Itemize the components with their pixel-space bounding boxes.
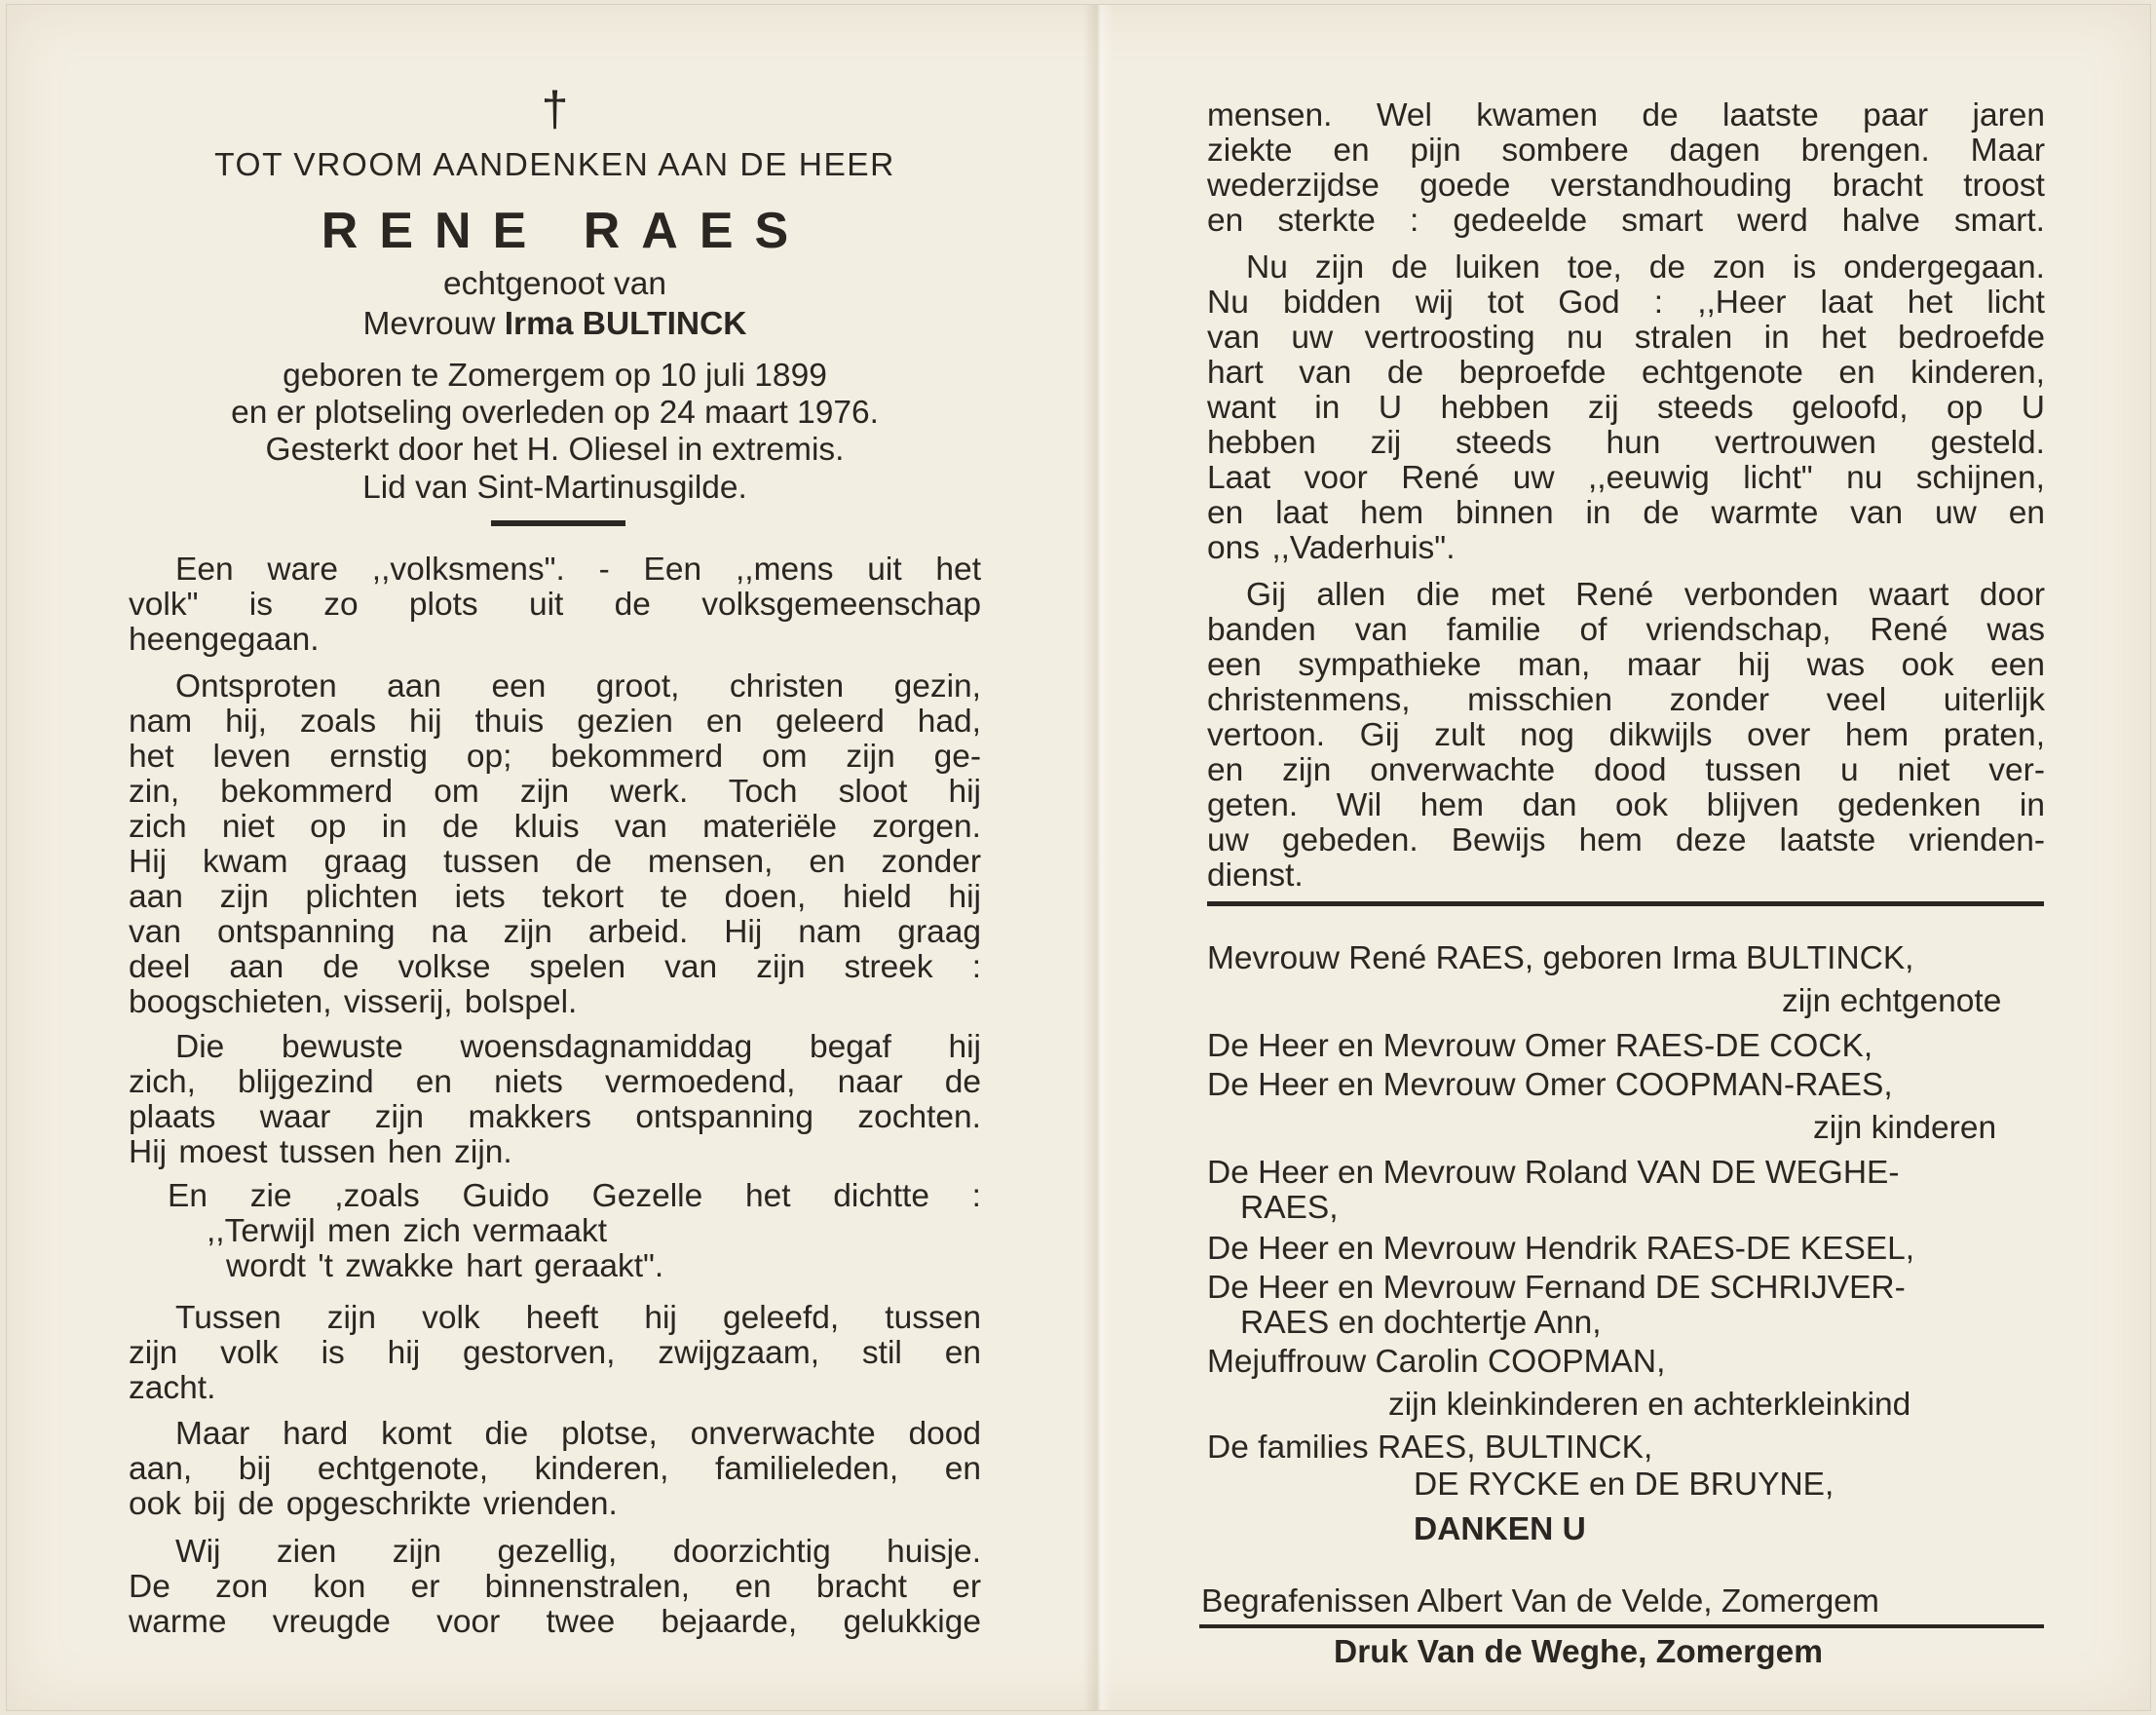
family-line: De Heer en Mevrouw Roland VAN DE WEGHE- xyxy=(1207,1155,1900,1191)
text-line: volk" is zo plots uit de volksgemeenschap xyxy=(129,587,981,623)
family-line: DE RYCKE en DE BRUYNE, xyxy=(1414,1467,1834,1503)
text-line: wederzijdse goede verstandhouding bracht troost xyxy=(1207,168,2045,204)
death-line: en er plotseling overleden op 24 maart 1976. xyxy=(231,395,879,431)
text-line: zacht. xyxy=(129,1370,216,1406)
text-line: zich, blijgezind en niets vermoedend, naar de xyxy=(129,1064,981,1100)
paragraph-2 xyxy=(129,669,981,1020)
text-line: want in U hebben zij steeds geloofd, op U xyxy=(1207,390,2045,426)
spouse-intro: echtgenoot van xyxy=(442,266,667,302)
memorial-card xyxy=(6,4,2151,1711)
text-line: Een ware ,,volksmens". - Een ,,mens uit het xyxy=(175,552,981,588)
text-line: boogschieten, visserij, bolspel. xyxy=(129,984,578,1020)
family-line: Mejuffrouw Carolin COOPMAN, xyxy=(1207,1344,1666,1380)
text-line: en laat hem binnen in de warmte van uw en xyxy=(1207,495,2045,531)
spouse-line xyxy=(129,306,981,343)
family-role: zijn echtgenote xyxy=(1782,983,2002,1019)
family-line: De Heer en Mevrouw Omer COOPMAN-RAES, xyxy=(1207,1067,1893,1103)
paragraph-8 xyxy=(1207,98,2045,239)
thanks-line: DANKEN U xyxy=(1414,1511,1586,1547)
paragraph-3 xyxy=(129,1030,981,1170)
divider xyxy=(491,520,625,526)
text-line: en sterkte : gedeelde smart werd halve smart. xyxy=(1207,203,2045,239)
spouse-name: Irma BULTINCK xyxy=(504,306,747,342)
paragraph-7 xyxy=(129,1535,981,1640)
text-line: aan zijn plichten iets tekort te doen, hield hij xyxy=(129,879,981,915)
undertaker-credit: Begrafenissen Albert Van de Velde, Zomergem xyxy=(1201,1583,1879,1620)
footer-divider xyxy=(1199,1624,2044,1628)
text-line: een sympathieke man, maar hij was ook een xyxy=(1207,647,2045,683)
text-line: aan, bij echtgenote, kinderen, familieleden, en xyxy=(129,1451,981,1487)
family-line: De families RAES, BULTINCK, xyxy=(1207,1429,1653,1466)
cross-icon: † xyxy=(541,82,569,136)
text-line: Tussen zijn volk heeft hij geleefd, tussen xyxy=(175,1300,981,1336)
family-line: RAES en dochtertje Ann, xyxy=(1240,1305,1602,1341)
text-line: van uw vertroosting nu stralen in het bedroefde xyxy=(1207,320,2045,356)
birth-line: geboren te Zomergem op 10 juli 1899 xyxy=(283,358,827,394)
guild-line: Lid van Sint-Martinusgilde. xyxy=(362,470,747,506)
sacrament-line: Gesterkt door het H. Oliesel in extremis. xyxy=(265,432,845,468)
memorial-header: TOT VROOM AANDENKEN AAN DE HEER xyxy=(214,147,895,183)
family-line: RAES, xyxy=(1240,1190,1339,1226)
text-line: hebben zij steeds hun vertrouwen gesteld. xyxy=(1207,425,2045,461)
family-line: De Heer en Mevrouw Hendrik RAES-DE KESEL, xyxy=(1207,1231,1915,1267)
text-line: Maar hard komt die plotse, onverwachte dood xyxy=(175,1416,981,1452)
text-line: het leven ernstig op; bekommerd om zijn ge- xyxy=(129,739,981,775)
text-line: warme vreugde voor twee bejaarde, gelukkige xyxy=(129,1604,981,1640)
spouse-title: Mevrouw xyxy=(362,306,496,342)
text-line: hart van de beproefde echtgenote en kinderen, xyxy=(1207,355,2045,391)
text-line: Hij moest tussen hen zijn. xyxy=(129,1134,512,1170)
text-line: uw gebeden. Bewijs hem deze laatste vrienden- xyxy=(1207,822,2045,858)
text-line: deel aan de volkse spelen van zijn streek : xyxy=(129,949,981,985)
card-fold xyxy=(1083,5,1113,1710)
family-line: De Heer en Mevrouw Fernand DE SCHRIJVER- xyxy=(1207,1270,1906,1306)
text-line: zich niet op in de kluis van materiële zorgen. xyxy=(129,809,981,845)
paragraph-1 xyxy=(129,553,981,658)
paragraph-5 xyxy=(129,1301,981,1406)
paragraph-9 xyxy=(1207,250,2045,566)
text-line: Nu zijn de luiken toe, de zon is ondergegaan. xyxy=(1246,249,2045,286)
family-line: Mevrouw René RAES, geboren Irma BULTINCK, xyxy=(1207,940,1914,976)
family-divider xyxy=(1207,901,2044,906)
text-line: Hij kwam graag tussen de mensen, en zonder xyxy=(129,844,981,880)
text-line: De zon kon er binnenstralen, en bracht er xyxy=(129,1569,981,1605)
text-line: Ontsproten aan een groot, christen gezin, xyxy=(175,668,981,705)
text-line: christenmens, misschien zonder veel uiterlijk xyxy=(1207,682,2045,718)
text-line: En zie ,zoals Guido Gezelle het dichtte : xyxy=(168,1178,981,1214)
left-panel xyxy=(129,5,981,1710)
text-line: heengegaan. xyxy=(129,622,320,658)
text-line: zijn volk is hij gestorven, zwijgzaam, stil en xyxy=(129,1335,981,1371)
text-line: vertoon. Gij zult nog dikwijls over hem praten, xyxy=(1207,717,2045,753)
text-line: ook bij de opgeschrikte vrienden. xyxy=(129,1486,618,1522)
text-line: ziekte en pijn sombere dagen brengen. Maar xyxy=(1207,133,2045,169)
text-line: plaats waar zijn makkers ontspanning zochten. xyxy=(129,1099,981,1135)
poem-line: wordt 't zwakke hart geraakt". xyxy=(226,1248,664,1284)
text-line: dienst. xyxy=(1207,858,1304,894)
family-role: zijn kleinkinderen en achterkleinkind xyxy=(1388,1387,1911,1423)
family-line: De Heer en Mevrouw Omer RAES-DE COCK, xyxy=(1207,1028,1873,1064)
text-line: mensen. Wel kwamen de laatste paar jaren xyxy=(1207,97,2045,133)
text-line: en zijn onverwachte dood tussen u niet ver- xyxy=(1207,752,2045,788)
paragraph-10 xyxy=(1207,578,2045,894)
paragraph-4 xyxy=(129,1179,981,1284)
text-line: ons ,,Vaderhuis". xyxy=(1207,530,1456,566)
text-line: zin, bekommerd om zijn werk. Toch sloot hij xyxy=(129,774,981,810)
text-line: geten. Wil hem dan ook blijven gedenken in xyxy=(1207,787,2045,823)
text-line: Wij zien zijn gezellig, doorzichtig huisje. xyxy=(175,1534,981,1570)
text-line: Laat voor René uw ,,eeuwig licht" nu schijnen, xyxy=(1207,460,2045,496)
deceased-name: RENE RAES xyxy=(321,203,811,259)
family-role: zijn kinderen xyxy=(1813,1110,1997,1146)
text-line: banden van familie of vriendschap, René was xyxy=(1207,612,2045,648)
printer-credit: Druk Van de Weghe, Zomergem xyxy=(1334,1634,1824,1670)
text-line: Gij allen die met René verbonden waart door xyxy=(1246,577,2045,613)
text-line: van ontspanning na zijn arbeid. Hij nam graag xyxy=(129,914,981,950)
text-line: Nu bidden wij tot God : ,,Heer laat het licht xyxy=(1207,285,2045,321)
text-line: nam hij, zoals hij thuis gezien en geleerd had, xyxy=(129,704,981,740)
paragraph-6 xyxy=(129,1417,981,1522)
right-panel xyxy=(1201,5,2045,1710)
poem-line: ,,Terwijl men zich vermaakt xyxy=(207,1213,608,1249)
text-line: Die bewuste woensdagnamiddag begaf hij xyxy=(175,1029,981,1065)
